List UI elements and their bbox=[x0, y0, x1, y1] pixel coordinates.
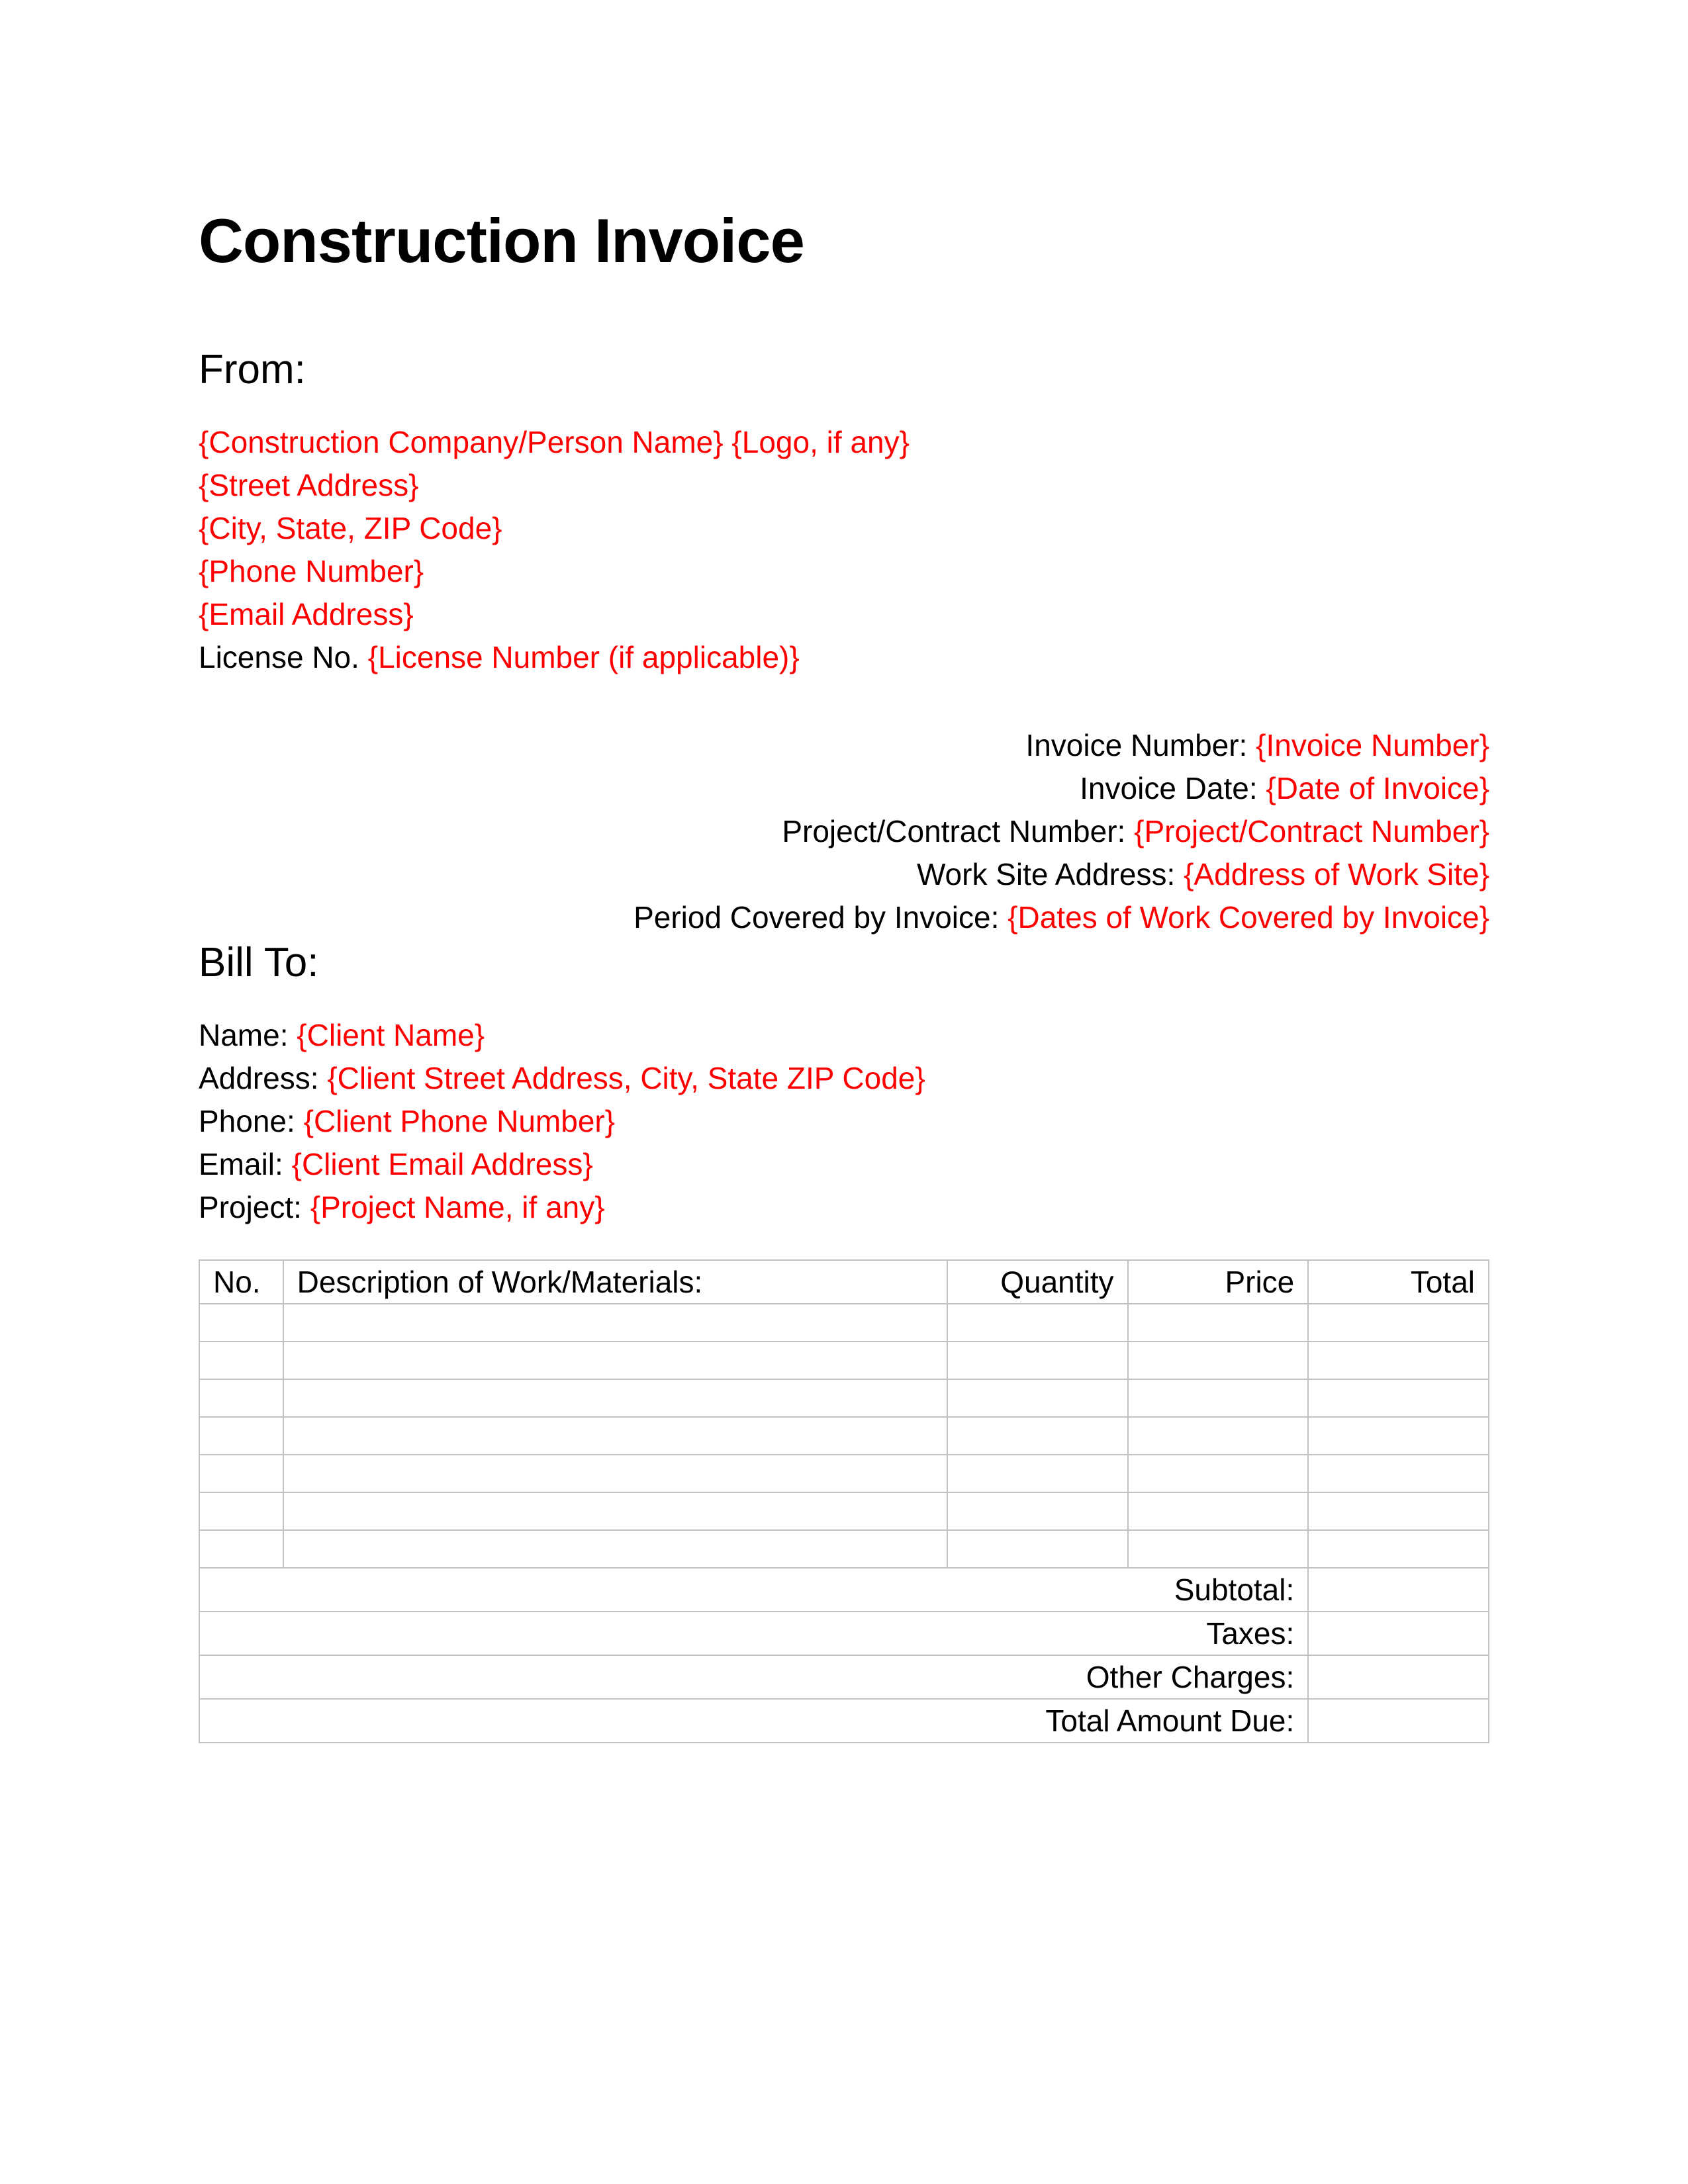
cell-total[interactable] bbox=[1308, 1492, 1489, 1530]
cell-total[interactable] bbox=[1308, 1379, 1489, 1417]
invoice-date-value: {Date of Invoice} bbox=[1266, 771, 1489, 805]
license-label: License No. bbox=[199, 640, 368, 674]
cell-total[interactable] bbox=[1308, 1304, 1489, 1342]
cell-no[interactable] bbox=[199, 1492, 283, 1530]
company-name-line: {Construction Company/Person Name} {Logo, if any} bbox=[199, 425, 910, 459]
header-description: Description of Work/Materials: bbox=[283, 1260, 947, 1304]
project-contract-number-value: {Project/Contract Number} bbox=[1134, 814, 1489, 848]
cell-description[interactable] bbox=[283, 1304, 947, 1342]
cell-description[interactable] bbox=[283, 1417, 947, 1455]
work-site-address-value: {Address of Work Site} bbox=[1184, 857, 1489, 891]
page-title: Construction Invoice bbox=[199, 206, 804, 275]
item-row bbox=[199, 1342, 1489, 1379]
cell-quantity[interactable] bbox=[947, 1379, 1128, 1417]
cell-no[interactable] bbox=[199, 1304, 283, 1342]
items-table-body bbox=[199, 1304, 1489, 1743]
invoice-meta-section bbox=[199, 724, 1489, 939]
from-section bbox=[199, 346, 1489, 679]
item-row bbox=[199, 1455, 1489, 1492]
header-quantity: Quantity bbox=[947, 1260, 1128, 1304]
invoice-date-label: Invoice Date: bbox=[1080, 771, 1266, 805]
items-table bbox=[199, 1259, 1489, 1743]
cell-description[interactable] bbox=[283, 1379, 947, 1417]
period-covered-line bbox=[199, 896, 1489, 939]
client-email-value: {Client Email Address} bbox=[291, 1147, 593, 1181]
cell-description[interactable] bbox=[283, 1492, 947, 1530]
cell-no[interactable] bbox=[199, 1530, 283, 1568]
from-heading: From: bbox=[199, 347, 306, 392]
cell-price[interactable] bbox=[1128, 1342, 1309, 1379]
work-site-address-label: Work Site Address: bbox=[916, 857, 1184, 891]
total-amount-due-value-cell[interactable] bbox=[1308, 1699, 1489, 1743]
item-row bbox=[199, 1530, 1489, 1568]
from-address-block bbox=[199, 421, 1489, 679]
item-row bbox=[199, 1417, 1489, 1455]
period-covered-label: Period Covered by Invoice: bbox=[633, 900, 1008, 934]
cell-no[interactable] bbox=[199, 1379, 283, 1417]
cell-quantity[interactable] bbox=[947, 1304, 1128, 1342]
cell-no[interactable] bbox=[199, 1342, 283, 1379]
phone-number-line: {Phone Number} bbox=[199, 554, 424, 588]
taxes-row bbox=[199, 1612, 1489, 1655]
invoice-date-line bbox=[199, 767, 1489, 810]
cell-price[interactable] bbox=[1128, 1492, 1309, 1530]
client-email-label: Email: bbox=[199, 1147, 292, 1181]
project-name-value: {Project Name, if any} bbox=[310, 1190, 605, 1224]
total-amount-due-row bbox=[199, 1699, 1489, 1743]
bill-to-block bbox=[199, 1014, 1489, 1229]
cell-price[interactable] bbox=[1128, 1530, 1309, 1568]
taxes-label: Taxes: bbox=[199, 1612, 1308, 1655]
cell-price[interactable] bbox=[1128, 1304, 1309, 1342]
cell-description[interactable] bbox=[283, 1455, 947, 1492]
other-charges-value-cell[interactable] bbox=[1308, 1655, 1489, 1699]
cell-no[interactable] bbox=[199, 1417, 283, 1455]
period-covered-value: {Dates of Work Covered by Invoice} bbox=[1008, 900, 1489, 934]
client-address-value: {Client Street Address, City, State ZIP Code} bbox=[327, 1061, 925, 1095]
bill-to-section bbox=[199, 939, 1489, 1229]
cell-description[interactable] bbox=[283, 1530, 947, 1568]
header-total: Total bbox=[1308, 1260, 1489, 1304]
table-header-row bbox=[199, 1260, 1489, 1304]
invoice-number-line bbox=[199, 724, 1489, 767]
client-name-label: Name: bbox=[199, 1018, 297, 1052]
cell-total[interactable] bbox=[1308, 1530, 1489, 1568]
cell-price[interactable] bbox=[1128, 1455, 1309, 1492]
email-address-line: {Email Address} bbox=[199, 597, 414, 631]
street-address-line: {Street Address} bbox=[199, 468, 419, 502]
client-phone-label: Phone: bbox=[199, 1104, 304, 1138]
cell-total[interactable] bbox=[1308, 1455, 1489, 1492]
cell-quantity[interactable] bbox=[947, 1417, 1128, 1455]
city-state-zip-line: {City, State, ZIP Code} bbox=[199, 511, 502, 545]
cell-quantity[interactable] bbox=[947, 1530, 1128, 1568]
taxes-value-cell[interactable] bbox=[1308, 1612, 1489, 1655]
header-no: No. bbox=[199, 1260, 283, 1304]
header-price: Price bbox=[1128, 1260, 1309, 1304]
subtotal-value-cell[interactable] bbox=[1308, 1568, 1489, 1612]
cell-no[interactable] bbox=[199, 1455, 283, 1492]
client-name-line bbox=[199, 1014, 1489, 1057]
project-contract-number-label: Project/Contract Number: bbox=[782, 814, 1135, 848]
client-phone-line bbox=[199, 1100, 1489, 1143]
cell-quantity[interactable] bbox=[947, 1342, 1128, 1379]
other-charges-row bbox=[199, 1655, 1489, 1699]
bill-to-heading: Bill To: bbox=[199, 940, 319, 985]
project-name-line bbox=[199, 1186, 1489, 1229]
license-line bbox=[199, 636, 1489, 679]
item-row bbox=[199, 1304, 1489, 1342]
subtotal-row bbox=[199, 1568, 1489, 1612]
client-email-line bbox=[199, 1143, 1489, 1186]
client-name-value: {Client Name} bbox=[297, 1018, 485, 1052]
license-value: {License Number (if applicable)} bbox=[367, 640, 800, 674]
cell-quantity[interactable] bbox=[947, 1455, 1128, 1492]
invoice-number-value: {Invoice Number} bbox=[1256, 728, 1489, 762]
subtotal-label: Subtotal: bbox=[199, 1568, 1308, 1612]
total-amount-due-label: Total Amount Due: bbox=[199, 1699, 1308, 1743]
client-address-line bbox=[199, 1057, 1489, 1100]
invoice-number-label: Invoice Number: bbox=[1025, 728, 1256, 762]
cell-description[interactable] bbox=[283, 1342, 947, 1379]
cell-quantity[interactable] bbox=[947, 1492, 1128, 1530]
cell-total[interactable] bbox=[1308, 1342, 1489, 1379]
other-charges-label: Other Charges: bbox=[199, 1655, 1308, 1699]
project-contract-number-line bbox=[199, 810, 1489, 853]
item-row bbox=[199, 1379, 1489, 1417]
cell-total[interactable] bbox=[1308, 1417, 1489, 1455]
item-row bbox=[199, 1492, 1489, 1530]
cell-price[interactable] bbox=[1128, 1417, 1309, 1455]
client-phone-value: {Client Phone Number} bbox=[303, 1104, 616, 1138]
cell-price[interactable] bbox=[1128, 1379, 1309, 1417]
project-name-label: Project: bbox=[199, 1190, 310, 1224]
client-address-label: Address: bbox=[199, 1061, 328, 1095]
work-site-address-line bbox=[199, 853, 1489, 896]
